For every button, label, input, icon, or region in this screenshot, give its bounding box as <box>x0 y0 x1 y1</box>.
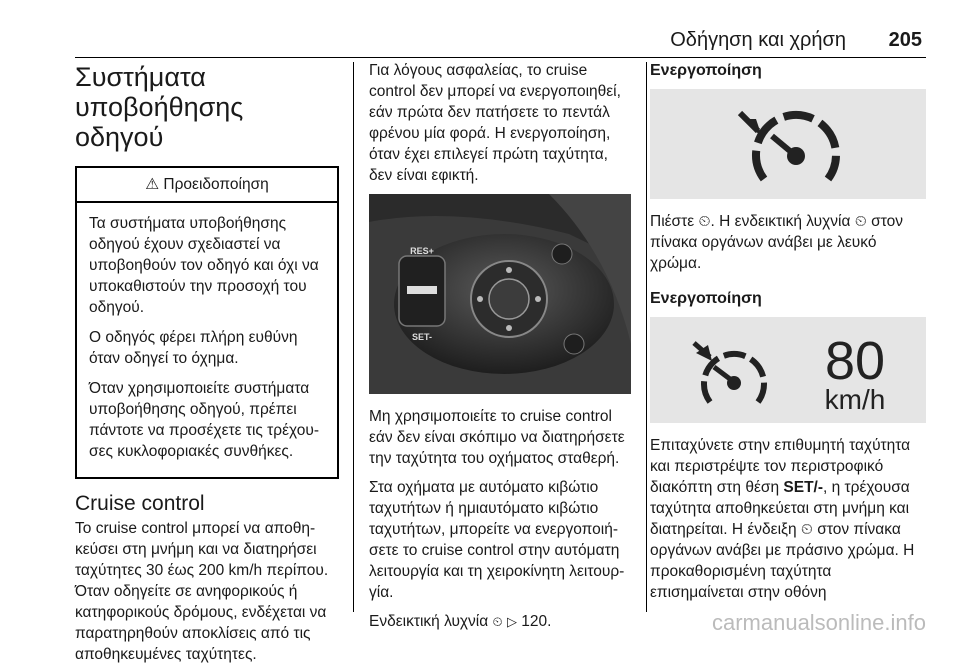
res-button-label: RES+ <box>410 246 434 256</box>
cruise-control-text: Το cruise control μπορεί να αποθηκεύσει στη μνήμη και να διατηρήσει ταχύτητες 30 έως 200 km/h περίπου. Όταν οδηγείτε σε ανηφορικούς ή κατηφορικούς δρόμους, ενδέχεται να παρατηρηθούν αποκλίσεις από τις αποθηκευμένες ταχύτητες. <box>75 520 329 663</box>
paragraph-auto-gearbox: Στα οχήματα με αυτόματο κιβώτιο ταχυτήτων ή ημιαυτόματο κιβώτιο ταχυτήτων, μπορείτε να ενεργοποιήσετε το cruise control στην αυτόματη λειτουργία και τη χειροκίνητη λειτουργία. <box>369 479 625 601</box>
set-speed-value: 80 <box>824 331 886 391</box>
cruise-control-speedometer-icon <box>650 89 926 199</box>
column-3 <box>650 60 926 611</box>
activation-text: Πιέστε ⏲. Η ενδεικτική λυχνία ⏲ στον πίνακα οργάνων ανάβει με λευκό χρώμα. <box>650 213 903 272</box>
warning-title: Προειδοποίηση <box>163 176 269 193</box>
set-speed-text-b: , η τρέχουσα ταχύτητα αποθηκεύεται στη μνήμη και διατηρείται. Η ένδειξη ⏲ στον πίνακα οργάνων ανάβει με πράσινο χρώμα. Η προκαθορισμένη ταχύτητα επισημαίνεται στην οθόνη <box>650 479 915 601</box>
footer-watermark: carmanualsonline.info <box>711 610 926 635</box>
header-rule <box>75 57 926 58</box>
speed-display-image <box>650 317 926 423</box>
set-speed-unit: km/h <box>824 384 886 415</box>
warning-paragraph: Όταν χρησιμοποιείτε συστήματα υποβοήθησης οδηγού, πρέπει πάντοτε να προσέχετε τις τρέχουσες κυκλοφοριακές συνθήκες. <box>89 380 320 460</box>
cruise-icon-image <box>650 89 926 199</box>
cruise-control-heading: Cruise control <box>75 492 205 515</box>
warning-paragraph: Ο οδηγός φέρει πλήρη ευθύνη όταν οδηγεί το όχημα. <box>89 329 298 367</box>
set-button-label: SET- <box>411 332 433 342</box>
set-speed-text <box>650 435 926 603</box>
section-title-line1: Συστήματα <box>75 62 206 92</box>
set-button-name: SET/- <box>783 479 824 496</box>
page-number: 205 <box>888 29 922 51</box>
steering-wheel-photo <box>369 194 631 394</box>
steering-controls-illustration <box>369 194 631 394</box>
indicator-reference-text: Ενδεικτική λυχνία <box>369 613 489 630</box>
warning-paragraph: Τα συστήματα υποβοήθησης οδηγού έχουν σχεδιαστεί να υποβοηθούν τον οδηγό και όχι να υποκαθιστούν την προσοχή του οδηγού. <box>89 215 319 316</box>
activation-heading-2: Ενεργοποίηση <box>650 290 762 307</box>
set-speed-text-a: Επιταχύνετε στην επιθυμητή ταχύτητα και περιστρέψτε τον περιστροφικό διακόπτη στη θέση <box>650 437 911 496</box>
reference-arrow-icon: ▷ <box>506 614 517 629</box>
section-title-line2: υποβοήθησης οδηγού <box>75 92 244 152</box>
warning-header <box>77 168 337 203</box>
page-header-title: Οδήγηση και χρήση <box>670 29 846 51</box>
paragraph-no-cruise: Μη χρησιμοποιείτε το cruise control εάν δεν είναι σκόπιμο να διατηρήσετε την ταχύτητα του οχήματος σταθερή. <box>369 408 625 467</box>
column-1 <box>75 60 339 665</box>
warning-triangle-icon: ⚠ <box>145 176 160 193</box>
warning-body <box>77 203 337 477</box>
indicator-reference <box>369 611 631 632</box>
warning-box <box>75 166 339 479</box>
cruise-speed-display <box>650 317 926 423</box>
activation-heading: Ενεργοποίηση <box>650 62 762 79</box>
indicator-reference-page: 120. <box>521 613 552 630</box>
column-divider-2 <box>646 62 647 612</box>
column-divider-1 <box>353 62 354 612</box>
section-title <box>75 62 339 152</box>
cruise-indicator-icon: ⏲ <box>492 614 503 629</box>
intro-paragraph: Για λόγους ασφαλείας, το cruise control δεν μπορεί να ενεργοποιηθεί, εάν πρώτα δεν πατήσετε το πεντάλ φρένου μία φορά. Η ενεργοποίηση, όταν έχει επιλεγεί πρώτη ταχύτητα, δεν είναι εφικτή. <box>369 62 621 184</box>
column-2 <box>369 60 631 640</box>
